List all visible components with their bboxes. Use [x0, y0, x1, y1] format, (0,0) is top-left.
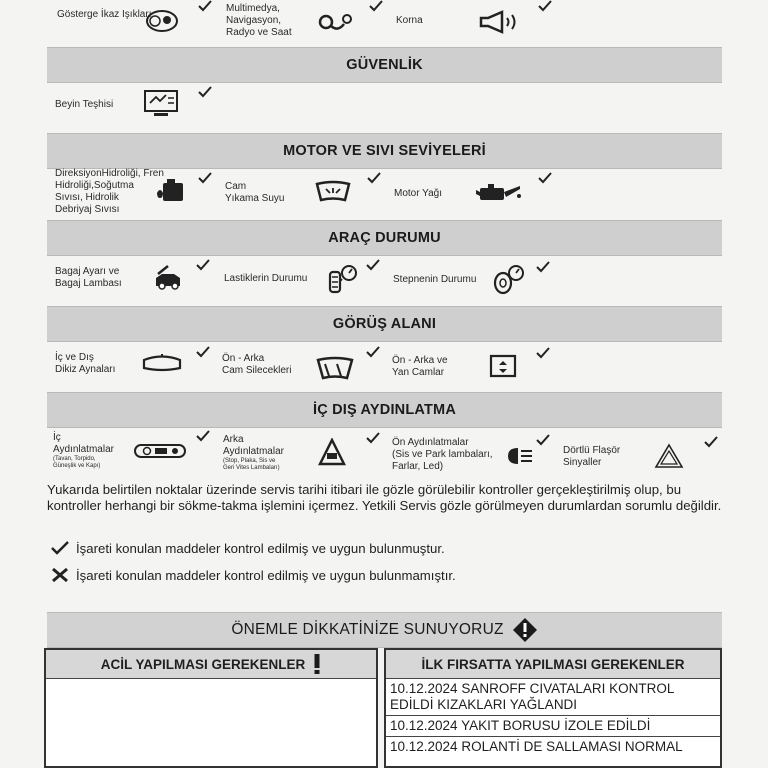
checkmark-icon — [538, 0, 552, 12]
windshield-wiper-icon — [315, 356, 355, 382]
oil-can-icon — [474, 180, 524, 206]
fluid-reservoir-icon — [154, 177, 188, 207]
hazard-triangle-icon — [654, 443, 684, 469]
checkmark-icon — [366, 259, 380, 271]
checkmark-icon — [536, 434, 550, 446]
ilk-firsat-lines — [386, 679, 720, 757]
note-line: 10.12.2024 SANROFF CIVATALARI KONTROL EDİLDİ KIZAKLARI YAĞLANDI — [390, 681, 674, 712]
note-line: 10.12.2024 YAKIT BORUSU İZOLE EDİLDİ — [386, 715, 720, 736]
checkmark-icon — [538, 172, 552, 184]
section-aydinlatma: İÇ DIŞ AYDINLATMA — [47, 392, 722, 428]
checkmark-icon — [366, 346, 380, 358]
on-aydinlatma-label: Ön Aydınlatmalar (Sis ve Park lambaları, Farlar, Led) — [392, 437, 493, 472]
gosterge-label: Gösterge İkaz Işıkları — [57, 9, 152, 20]
silecek-label: Ön - Arka Cam Silecekleri — [222, 353, 292, 376]
checkmark-icon — [536, 347, 550, 359]
ilk-firsat-header: İLK FIRSATTA YAPILMASI GEREKENLER — [386, 650, 720, 679]
hidrolik-label: DireksiyonHidroliği, Fren Hidroliği,Soğutma Sıvısı, Hidrolik Debriyaj Sıvısı — [55, 168, 164, 215]
disclaimer-paragraph: Yukarıda belirtilen noktalar üzerinde servis tarihi itibari ile gözle görülebilir kontroller gerçekleştirilmiş olup, bu kontroller herhangi bir sökme-takma işlemini içermez. Yetkili Servis gözle görülmeyen durumlardan sorumlu değildir. — [47, 482, 722, 513]
note-line: 10.12.2024 ROLANTİ DE SALLAMASI NORMAL — [386, 736, 720, 757]
computer-diagnostic-icon — [142, 88, 180, 120]
checkmark-icon — [536, 261, 550, 273]
rear-light-icon — [318, 438, 346, 466]
arka-aydinlatma-label: Arka Aydınlatmalar (Stop, Plaka, Sis ve Geri Vites Lambaları) — [223, 434, 284, 471]
camlar-label: Ön - Arka ve Yan Camlar — [392, 355, 448, 378]
tire-pressure-icon — [328, 264, 358, 294]
legend-crossed: İşareti konulan maddeler kontrol edilmiş ve uygun bulunmamıştır. — [50, 567, 456, 583]
legend-checked: İşareti konulan maddeler kontrol edilmiş ve uygun bulunmuştur. — [50, 540, 445, 556]
trunk-icon — [152, 264, 184, 290]
checkmark-icon — [704, 436, 718, 448]
section-motor: MOTOR VE SIVI SEVİYELERİ — [47, 133, 722, 169]
checkmark-icon — [198, 86, 212, 98]
cross-icon — [50, 567, 70, 583]
headlight-icon — [504, 446, 534, 466]
ic-aydinlatma-label: İç Aydınlatmalar (Tavan, Torpido, Güneşlik ve Kapı) — [53, 432, 114, 469]
beyin-label: Beyin Teşhisi — [55, 99, 114, 110]
rearview-mirror-icon — [140, 354, 184, 374]
stepne-label: Stepnenin Durumu — [393, 274, 477, 285]
navigation-icon — [318, 10, 354, 34]
checkmark-icon — [196, 259, 210, 271]
checkmark-icon — [369, 0, 383, 12]
windshield-washer-icon — [314, 180, 352, 204]
horn-icon — [478, 10, 522, 34]
dortlu-label: Dörtlü Flaşör Sinyaller — [563, 445, 621, 468]
ilk-firsat-box — [384, 648, 722, 768]
ayna-label: İç ve Dış Dikiz Aynaları — [55, 352, 116, 375]
window-lift-icon — [488, 353, 518, 379]
section-gorus: GÖRÜŞ ALANI — [47, 306, 722, 342]
lastik-label: Lastiklerin Durumu — [224, 273, 308, 284]
motor-yagi-label: Motor Yağı — [394, 188, 442, 199]
section-guvenlik: GÜVENLİK — [47, 47, 722, 83]
dashboard-gauge-icon — [145, 8, 179, 34]
spare-tire-icon — [492, 264, 526, 296]
cam-yikama-label: Cam Yıkama Suyu — [225, 181, 285, 204]
interior-light-icon — [133, 441, 187, 461]
bagaj-label: Bagaj Ayarı ve Bagaj Lambası — [55, 266, 122, 289]
korna-label: Korna — [396, 15, 423, 26]
checkmark-icon — [367, 172, 381, 184]
checkmark-icon — [198, 172, 212, 184]
checkmark-icon — [196, 346, 210, 358]
acil-box — [44, 648, 378, 768]
warning-diamond-icon — [512, 617, 538, 643]
section-arac: ARAÇ DURUMU — [47, 220, 722, 256]
acil-box-header: ACİL YAPILMASI GEREKENLER — [46, 650, 376, 679]
checkmark-icon — [196, 430, 210, 442]
dikkat-banner: ÖNEMLE DİKKATİNİZE SUNUYORUZ — [47, 612, 722, 648]
multimedya-label: Multimedya, Navigasyon, Radyo ve Saat — [226, 3, 292, 38]
checkmark-icon — [198, 0, 212, 12]
exclamation-icon — [313, 653, 321, 675]
checkmark-icon — [50, 540, 70, 556]
checkmark-icon — [366, 432, 380, 444]
